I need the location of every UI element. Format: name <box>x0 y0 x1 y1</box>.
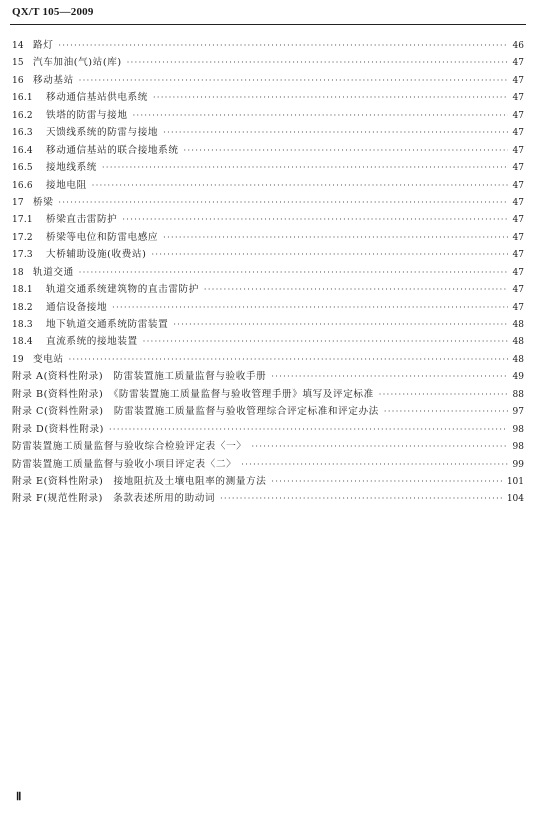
toc-entry-title: 变电站 <box>33 353 64 365</box>
toc-dot-leader <box>122 211 507 228</box>
toc-entry-title: 防雷装置施工质量监督与验收综合检验评定表〈一〉 <box>12 441 247 453</box>
toc-entry[interactable] <box>12 421 524 438</box>
toc-entry-number: 16.4 <box>12 145 33 156</box>
toc-entry[interactable] <box>12 229 524 246</box>
toc-entry-page: 98 <box>512 424 524 435</box>
toc-entry-number: 15 <box>12 58 24 69</box>
toc-entry[interactable] <box>12 89 524 106</box>
toc-entry-title: 附录 F(规范性附录) 条款表述所用的助动词 <box>12 493 216 505</box>
toc-entry-number: 17.3 <box>12 250 33 261</box>
toc-entry-title: 移动通信基站的联合接地系统 <box>46 144 179 156</box>
toc-dot-leader <box>151 246 507 263</box>
toc-dot-leader <box>58 37 507 54</box>
toc-entry-title: 附录 E(资料性附录) 接地阻抗及土壤电阻率的测量方法 <box>12 475 267 487</box>
toc-entry-number: 16.2 <box>12 110 33 121</box>
toc-entry-page: 49 <box>512 372 524 383</box>
toc-entry[interactable] <box>12 124 524 141</box>
toc-entry-title: 移动基站 <box>33 74 74 86</box>
toc-entry[interactable] <box>12 473 524 490</box>
table-of-contents <box>12 37 524 508</box>
toc-dot-leader <box>251 438 507 455</box>
toc-entry-number: 18.1 <box>12 285 33 296</box>
toc-entry-page: 48 <box>512 320 524 330</box>
toc-entry[interactable] <box>12 177 524 194</box>
toc-dot-leader <box>79 72 508 89</box>
toc-entry-title: 通信设备接地 <box>46 301 108 313</box>
toc-entry-page: 88 <box>512 389 524 400</box>
toc-entry[interactable] <box>12 159 524 176</box>
toc-entry-title: 天馈线系统的防雷与接地 <box>46 127 159 139</box>
toc-entry[interactable] <box>12 54 524 71</box>
toc-entry-number: 16 <box>12 75 24 86</box>
toc-entry-title: 地下轨道交通系统防雷装置 <box>46 319 169 330</box>
toc-entry[interactable] <box>12 456 524 473</box>
toc-entry[interactable] <box>12 316 524 333</box>
toc-entry-title: 附录 D(资料性附录) <box>12 423 104 435</box>
toc-dot-leader <box>102 159 508 176</box>
toc-dot-leader <box>163 124 507 141</box>
toc-entry[interactable] <box>12 72 524 89</box>
toc-entry[interactable] <box>12 264 524 281</box>
toc-entry-number: 16.6 <box>12 180 33 191</box>
toc-entry-number: 18.4 <box>12 337 33 348</box>
toc-entry[interactable] <box>12 490 524 507</box>
toc-entry-page: 47 <box>512 197 524 208</box>
toc-dot-leader <box>271 368 507 385</box>
toc-entry-title: 大桥辅助设施(收费站) <box>46 249 147 261</box>
toc-entry-page: 46 <box>512 41 524 51</box>
toc-dot-leader <box>220 490 502 507</box>
toc-entry[interactable] <box>12 246 524 263</box>
header-rule <box>10 24 526 25</box>
toc-entry-page: 47 <box>512 285 524 296</box>
toc-entry-number: 16.3 <box>12 128 33 139</box>
toc-entry-page: 99 <box>512 459 524 470</box>
toc-entry-number: 17 <box>12 197 24 208</box>
toc-entry-title: 移动通信基站供电系统 <box>46 92 148 104</box>
toc-entry[interactable] <box>12 438 524 455</box>
toc-entry-number: 18 <box>12 267 24 278</box>
toc-dot-leader <box>379 386 508 403</box>
toc-entry-title: 防雷装置施工质量监督与验收小项目评定表〈二〉 <box>12 458 237 470</box>
toc-entry-title: 桥梁等电位和防雷电感应 <box>46 231 159 243</box>
toc-entry-number: 14 <box>12 41 24 51</box>
toc-entry[interactable] <box>12 142 524 159</box>
toc-entry-page: 98 <box>512 442 524 453</box>
toc-entry[interactable] <box>12 386 524 403</box>
toc-entry-number: 16.5 <box>12 163 33 174</box>
toc-entry[interactable] <box>12 299 524 316</box>
toc-entry-number: 18.3 <box>12 320 33 330</box>
toc-entry-title: 轨道交通 <box>33 266 74 278</box>
toc-entry-title: 轨道交通系统建筑物的直击雷防护 <box>46 284 199 296</box>
toc-dot-leader <box>133 107 508 124</box>
toc-entry-title: 接地线系统 <box>46 162 97 174</box>
toc-entry-number: 16.1 <box>12 93 33 104</box>
toc-entry-page: 101 <box>506 476 524 487</box>
toc-dot-leader <box>204 281 508 298</box>
toc-dot-leader <box>143 333 508 350</box>
toc-entry-title: 汽车加油(气)站(库) <box>33 57 122 69</box>
toc-entry[interactable] <box>12 211 524 228</box>
toc-entry-page: 48 <box>512 337 524 348</box>
toc-entry-page: 47 <box>512 250 524 261</box>
toc-entry-title: 铁塔的防雷与接地 <box>46 109 128 121</box>
toc-entry-number: 19 <box>12 354 24 365</box>
toc-dot-leader <box>58 194 507 211</box>
toc-entry[interactable] <box>12 281 524 298</box>
toc-entry-number: 18.2 <box>12 302 33 313</box>
toc-entry-page: 48 <box>512 354 524 365</box>
toc-entry[interactable] <box>12 107 524 124</box>
toc-entry-title: 桥梁直击雷防护 <box>46 214 118 226</box>
toc-dot-leader <box>163 229 507 246</box>
toc-dot-leader <box>271 473 501 490</box>
toc-entry[interactable] <box>12 333 524 350</box>
toc-entry-page: 47 <box>512 110 524 121</box>
toc-entry-page: 47 <box>512 75 524 86</box>
toc-dot-leader <box>184 142 508 159</box>
toc-entry-page: 47 <box>512 267 524 278</box>
toc-entry-page: 47 <box>512 180 524 191</box>
toc-dot-leader <box>112 299 507 316</box>
toc-entry[interactable] <box>12 351 524 368</box>
toc-entry-title: 附录 A(资料性附录) 防雷装置施工质量监督与验收手册 <box>12 371 267 383</box>
toc-entry-number: 17.1 <box>12 215 33 226</box>
toc-entry[interactable] <box>12 37 524 54</box>
toc-entry-title: 路灯 <box>33 40 54 51</box>
toc-dot-leader <box>384 403 508 420</box>
toc-entry-page: 47 <box>512 302 524 313</box>
toc-entry-page: 104 <box>506 494 524 505</box>
toc-entry-page: 47 <box>512 93 524 104</box>
toc-entry-title: 附录 C(资料性附录) 防雷装置施工质量监督与验收管理综合评定标准和评定办法 <box>12 406 379 418</box>
standard-code: QX/T 105—2009 <box>12 6 94 18</box>
toc-entry-page: 47 <box>512 163 524 174</box>
toc-entry-page: 47 <box>512 128 524 139</box>
toc-dot-leader <box>241 456 507 473</box>
toc-entry[interactable] <box>12 368 524 385</box>
toc-dot-leader <box>173 316 507 333</box>
toc-entry-page: 47 <box>512 232 524 243</box>
toc-entry-title: 接地电阻 <box>46 179 87 191</box>
toc-entry-title: 附录 B(资料性附录) 《防雷装置施工质量监督与验收管理手册》填写及评定标准 <box>12 388 374 400</box>
toc-entry-title: 直流系统的接地装置 <box>46 336 138 348</box>
toc-dot-leader <box>109 421 508 438</box>
toc-entry-title: 桥梁 <box>33 196 54 208</box>
toc-dot-leader <box>79 264 508 281</box>
toc-entry-page: 47 <box>512 58 524 69</box>
toc-dot-leader <box>153 89 508 106</box>
toc-entry-page: 47 <box>512 215 524 226</box>
toc-entry-page: 47 <box>512 145 524 156</box>
page-number: Ⅱ <box>16 791 22 803</box>
toc-dot-leader <box>127 54 508 71</box>
toc-dot-leader <box>69 351 508 368</box>
toc-entry[interactable] <box>12 403 524 420</box>
toc-entry-page: 97 <box>512 407 524 418</box>
toc-entry-number: 17.2 <box>12 232 33 243</box>
toc-dot-leader <box>92 177 508 194</box>
toc-entry[interactable] <box>12 194 524 211</box>
